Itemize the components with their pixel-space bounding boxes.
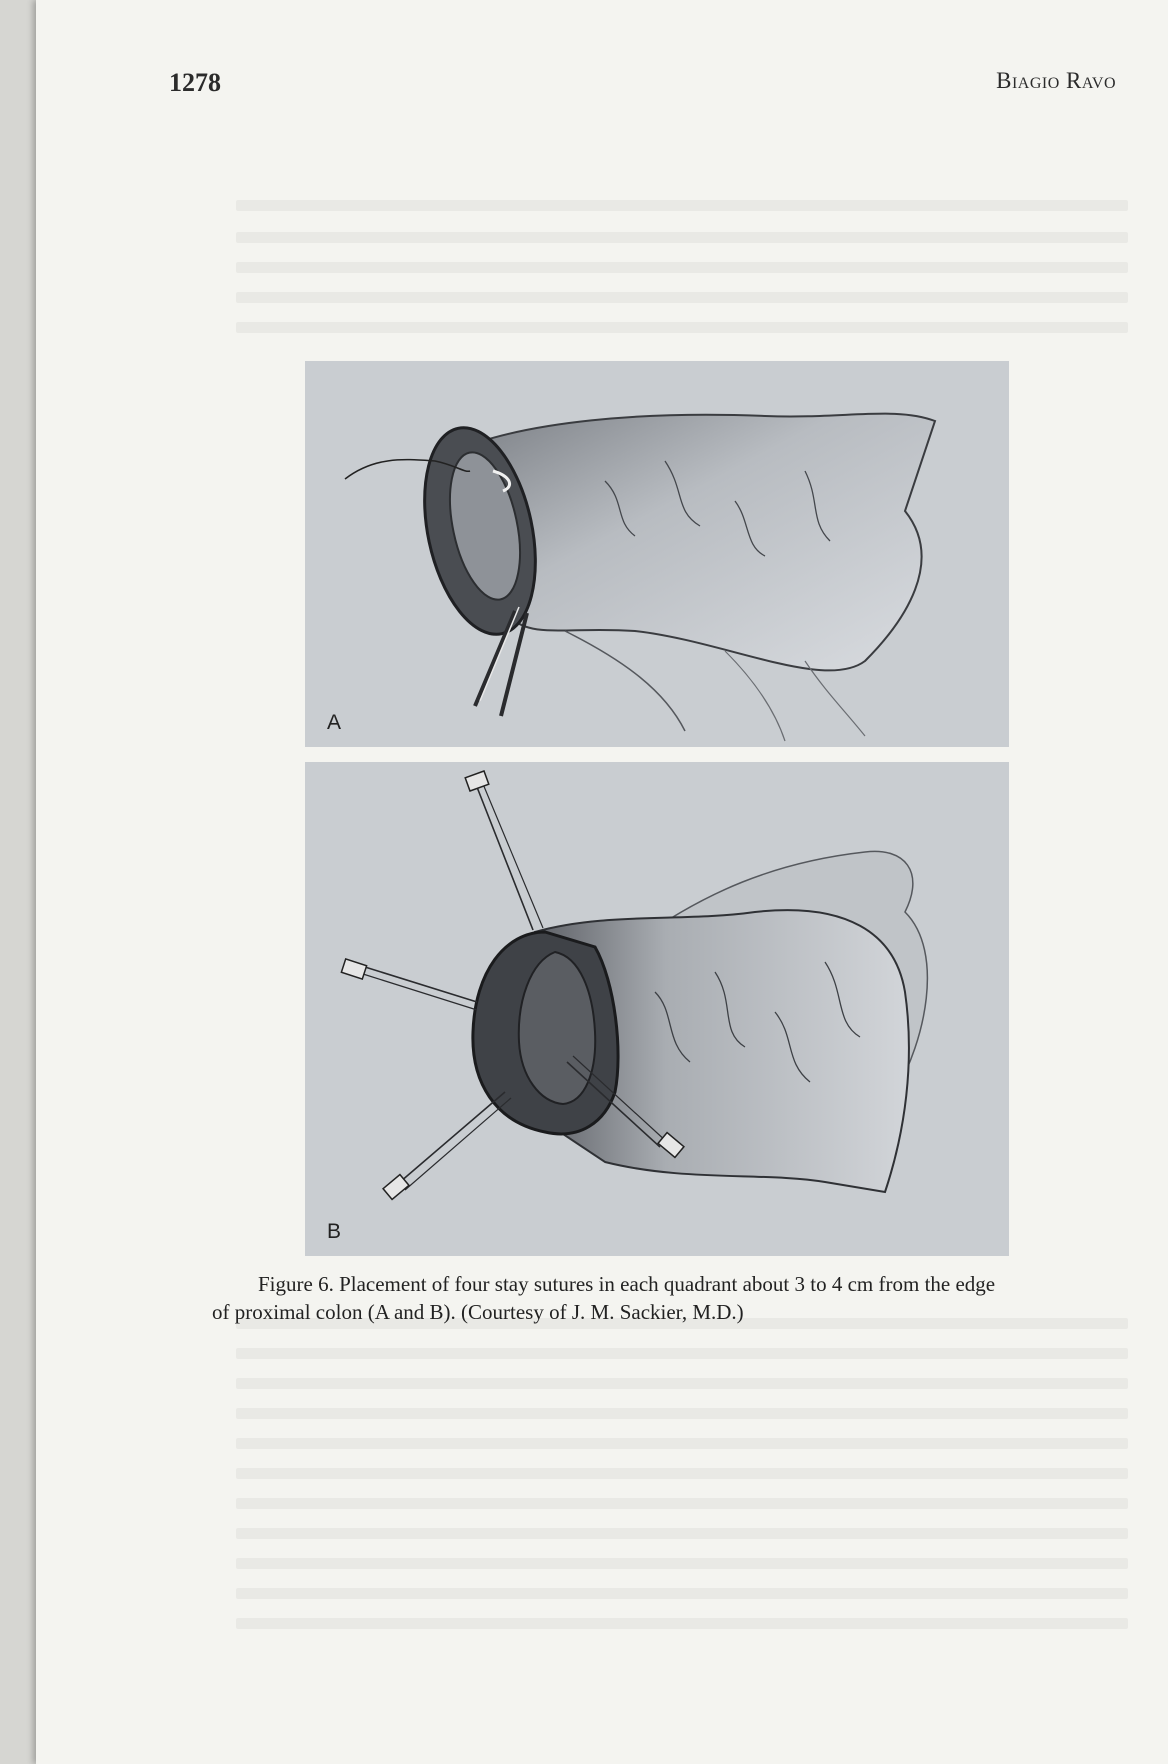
figure-panel-a xyxy=(305,361,1009,747)
show-through-line xyxy=(236,1618,1128,1629)
figure-panel-b xyxy=(305,762,1009,1256)
show-through-line xyxy=(236,292,1128,303)
show-through-line xyxy=(236,1588,1128,1599)
caption-line-1: Figure 6. Placement of four stay sutures in each quadrant about 3 to 4 cm from the edge xyxy=(258,1272,996,1296)
show-through-line xyxy=(236,1558,1128,1569)
panel-label-b: B xyxy=(327,1220,342,1243)
running-head: Biagio Ravo xyxy=(996,68,1116,93)
show-through-line xyxy=(236,232,1128,243)
show-through-line xyxy=(236,322,1128,333)
figure-caption xyxy=(212,1270,1102,1326)
show-through-line xyxy=(236,1528,1128,1539)
show-through-line xyxy=(236,200,1128,211)
show-through-line xyxy=(236,1438,1128,1449)
show-through-line xyxy=(236,1468,1128,1479)
show-through-line xyxy=(236,1348,1128,1359)
show-through-line xyxy=(236,262,1128,273)
show-through-line xyxy=(236,1378,1128,1389)
show-through-line xyxy=(236,1408,1128,1419)
show-through-line xyxy=(236,1498,1128,1509)
colon-illustration-a xyxy=(305,361,1009,747)
colon-illustration-b xyxy=(305,762,1009,1256)
caption-line-2: of proximal colon (A and B). (Courtesy of J. M. Sackier, M.D.) xyxy=(212,1300,744,1324)
page-number: 1278 xyxy=(169,68,221,97)
panel-label-a: A xyxy=(327,711,342,734)
